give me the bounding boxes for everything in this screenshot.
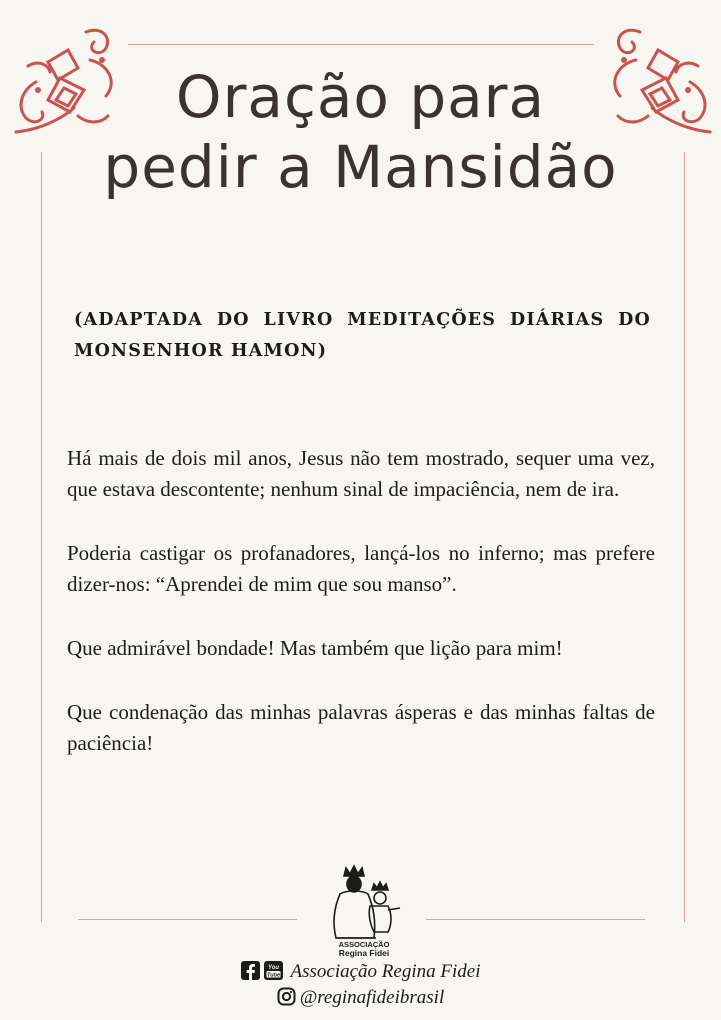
instagram-handle[interactable]: @reginafideibrasil — [299, 987, 445, 1008]
frame-right-line — [684, 152, 685, 922]
svg-text:Tube: Tube — [266, 972, 280, 979]
regina-fidei-logo — [316, 862, 408, 958]
instagram-row — [0, 987, 721, 1009]
prayer-body — [67, 443, 655, 792]
subtitle: (ADAPTADA DO LIVRO MEDITAÇÕES DIÁRIAS DO MONSENHOR HAMON) — [74, 310, 651, 361]
logo-line-2: Regina Fidei — [338, 948, 390, 958]
logo-line-1: ASSOCIAÇÃO — [338, 940, 390, 949]
paragraph: Poderia castigar os profanadores, lançá-los no inferno; mas prefere dizer-nos: “Aprendei de mim que sou manso”. — [67, 541, 655, 596]
frame-left-line — [41, 152, 42, 922]
title-line-1: Oração para — [175, 63, 546, 131]
paragraph: Há mais de dois mil anos, Jesus não tem mostrado, sequer uma vez, que estava descontente; nenhum sinal de impaciência, nem de ira. — [67, 446, 655, 501]
frame-bottom-right-line — [426, 919, 645, 920]
svg-text:You: You — [267, 965, 279, 971]
facebook-icon[interactable] — [241, 961, 260, 980]
frame-top-line — [128, 44, 594, 45]
social-row — [0, 961, 721, 983]
title-line-2: pedir a Mansidão — [103, 133, 618, 201]
frame-bottom-left-line — [78, 919, 297, 920]
page-title — [0, 62, 721, 202]
social-name[interactable]: Associação Regina Fidei — [290, 961, 481, 982]
youtube-icon[interactable] — [264, 961, 283, 980]
paragraph: Que condenação das minhas palavras ásperas e das minhas faltas de paciência! — [67, 700, 655, 755]
paragraph: Que admirável bondade! Mas também que lição para mim! — [67, 636, 563, 660]
instagram-icon[interactable] — [277, 987, 296, 1006]
